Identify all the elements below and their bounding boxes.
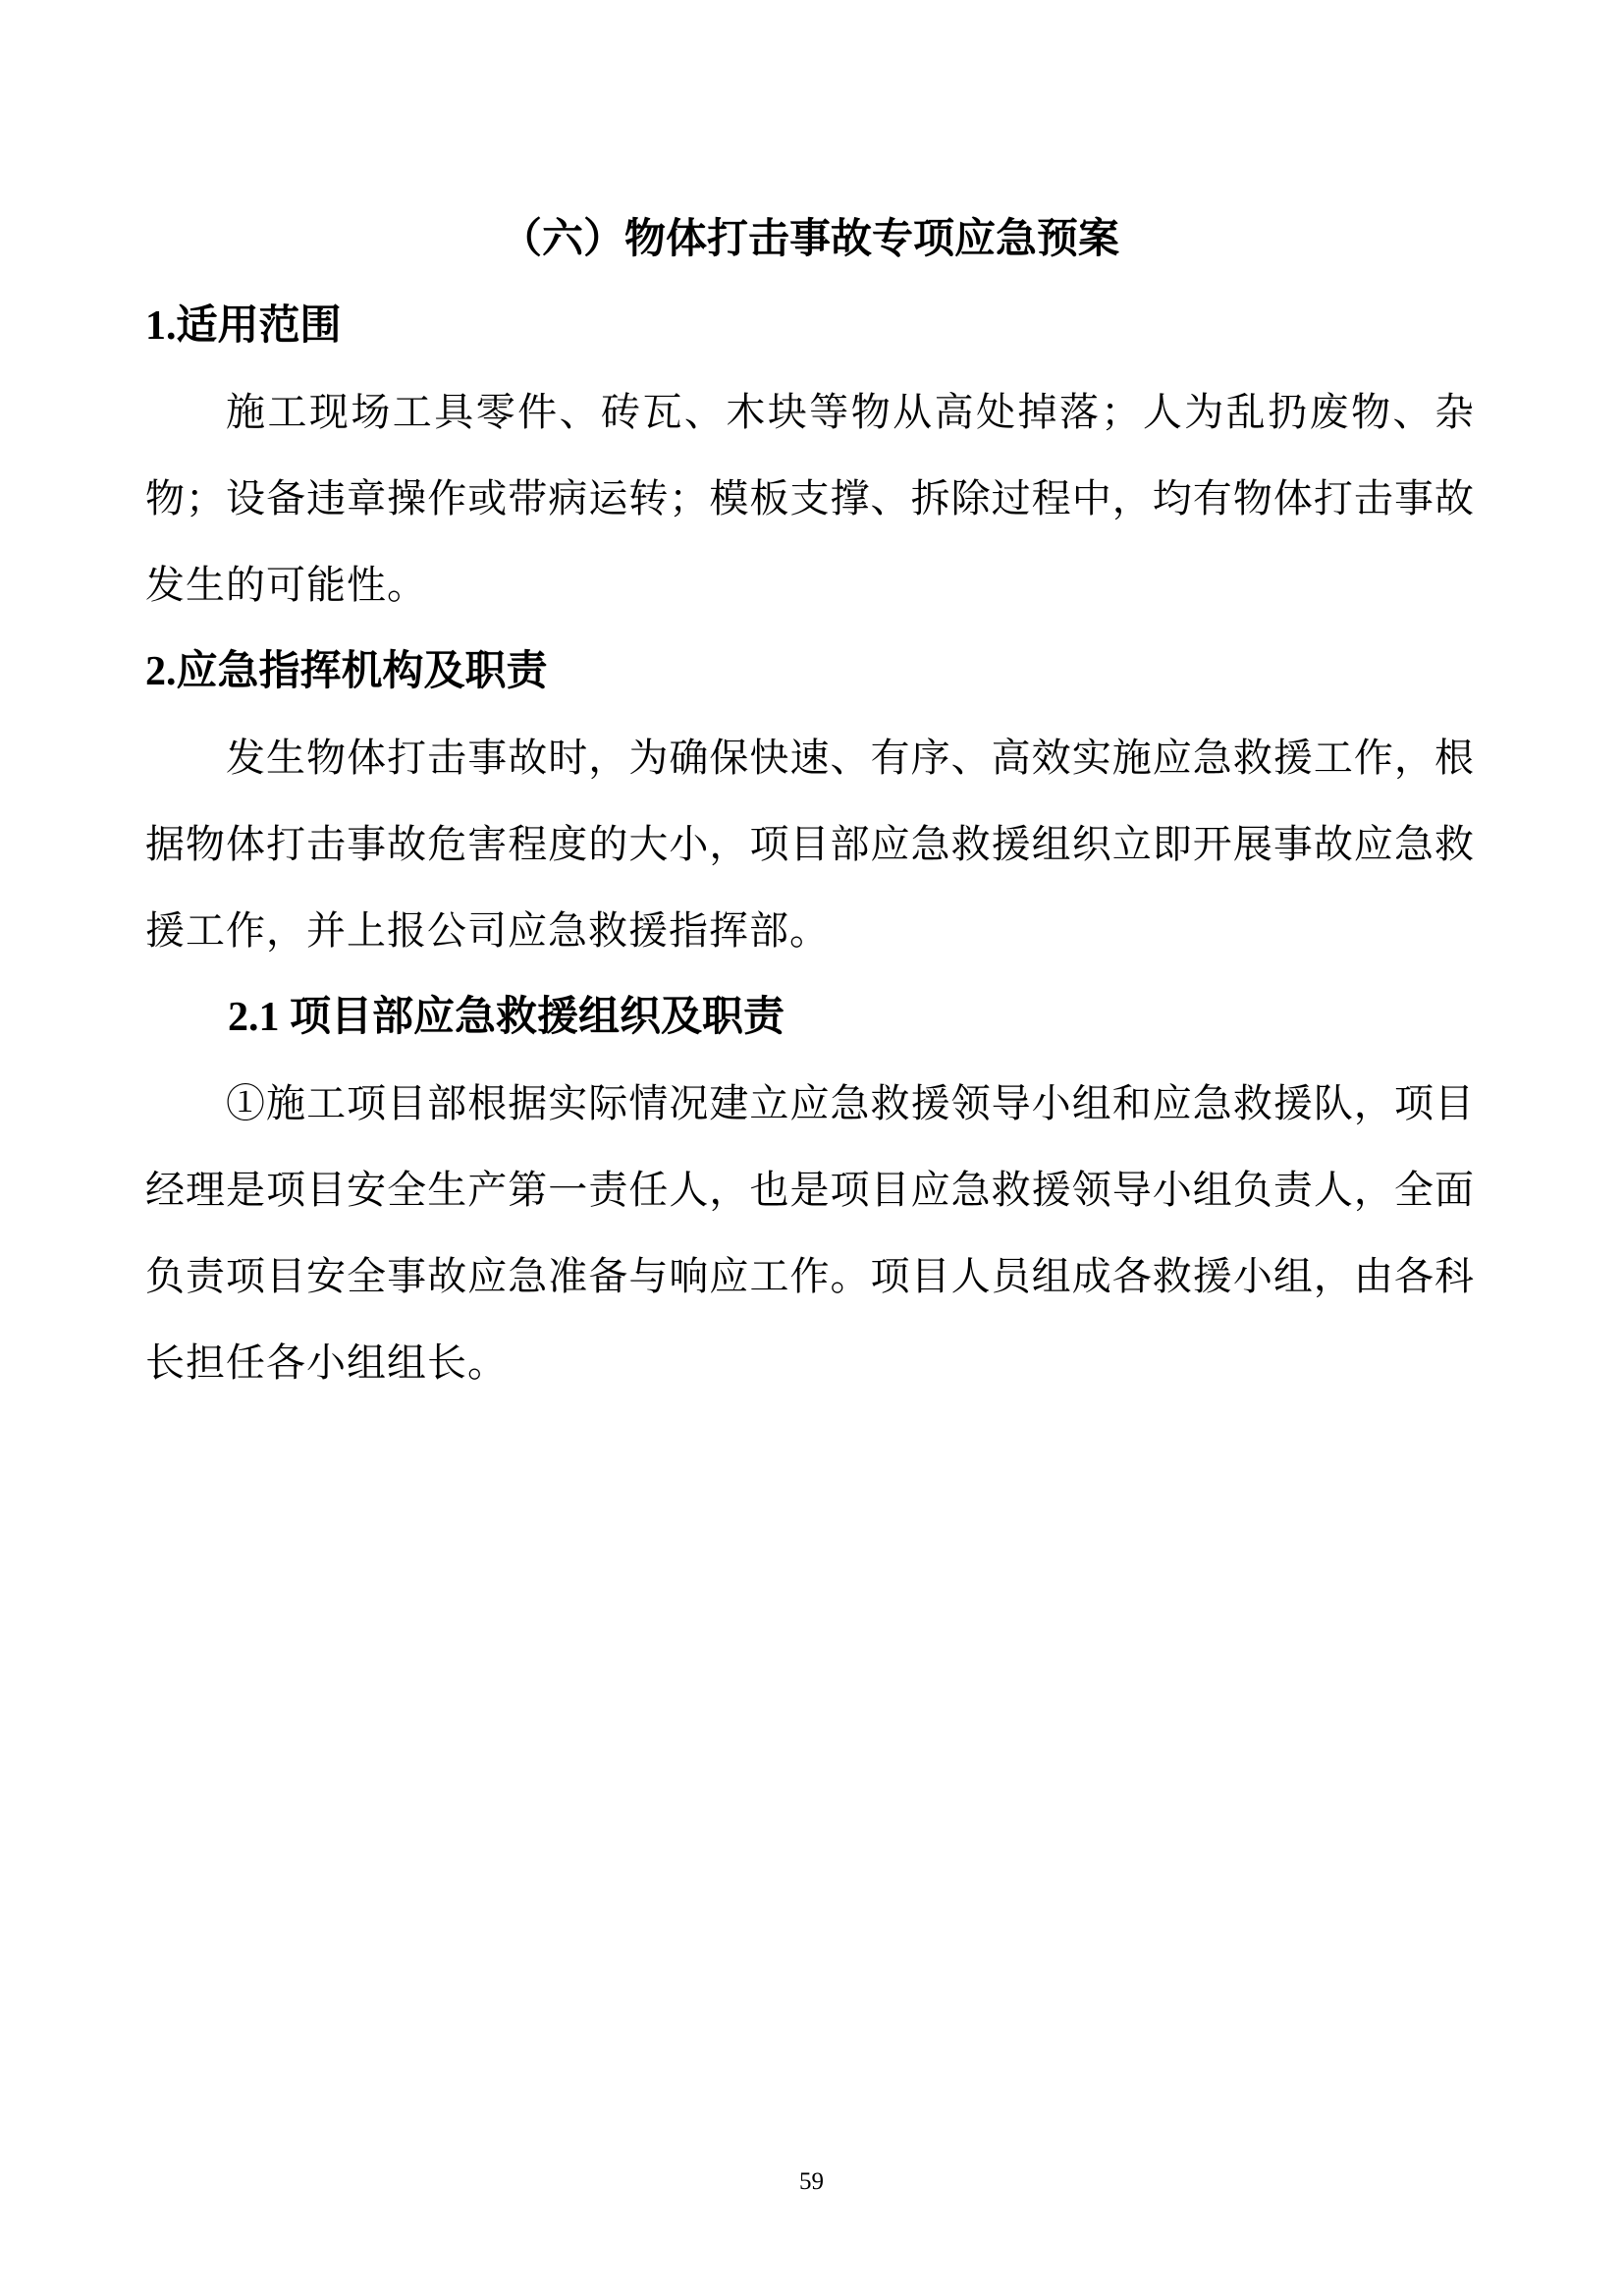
page-title: （六）物体打击事故专项应急预案 [500, 217, 1119, 262]
page-number: 59 [799, 2168, 824, 2195]
section-heading-scope: 1.适用范围 [145, 303, 342, 349]
section-heading-command: 2.应急指挥机构及职责 [145, 649, 548, 694]
subsection-heading-rescue-org: 2.1 项目部应急救援组织及职责 [228, 995, 785, 1040]
paragraph-rescue-org: ①施工项目部根据实际情况建立应急救援领导小组和应急救援队，项目经理是项目安全生产第一责任人，也是项目应急救援领导小组负责人，全面负责项目安全事故应急准备与响应工作。项目人员组成各救援小组，由各科长担任各小组组长。 [145, 1081, 1475, 1385]
paragraph-command: 发生物体打击事故时，为确保快速、有序、高效实施应急救援工作，根据物体打击事故危害程度的大小，项目部应急救援组织立即开展事故应急救援工作，并上报公司应急救援指挥部。 [145, 736, 1475, 953]
paragraph-scope: 施工现场工具零件、砖瓦、木块等物从高处掉落；人为乱扔废物、杂物；设备违章操作或带病运转；模板支撑、拆除过程中，均有物体打击事故发生的可能性。 [145, 390, 1475, 607]
document-content [145, 196, 1475, 1406]
